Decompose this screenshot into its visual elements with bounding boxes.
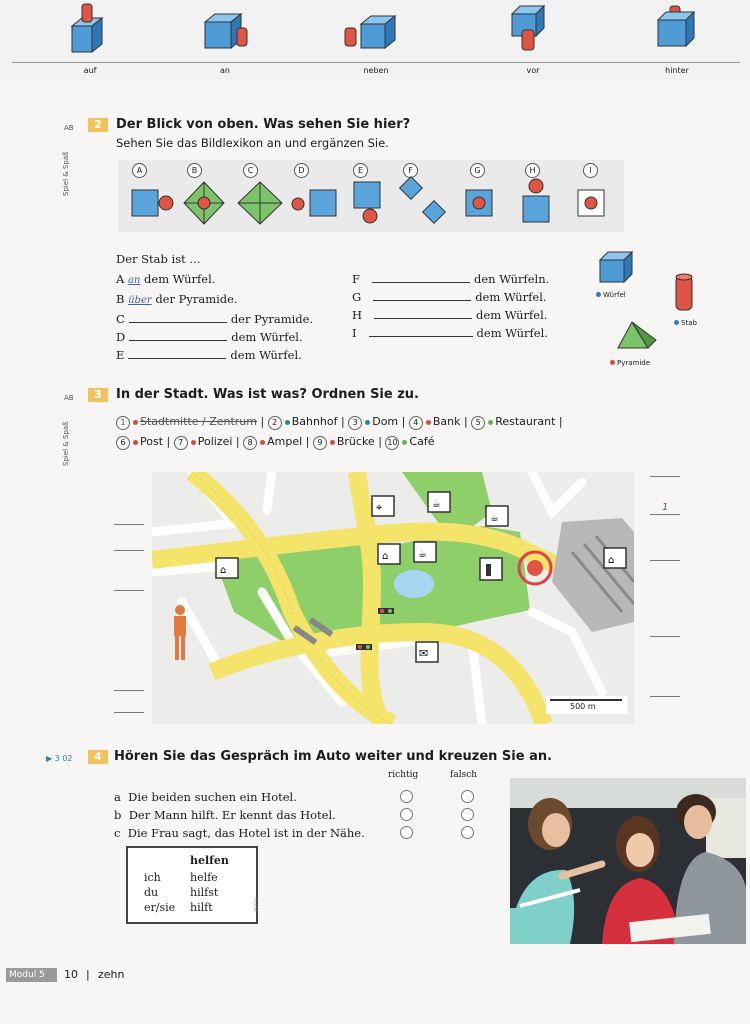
word-bank-line2: 6 Post | 7 Polizei | 8 Ampel | 9 Brücke | 10 Café <box>116 432 563 452</box>
word-text: Stadtmitte / Zentrum <box>140 415 257 428</box>
illustration-neben <box>345 16 395 48</box>
word-number: 6 <box>116 436 130 450</box>
dom-icon <box>480 558 502 580</box>
item-letter: H <box>352 308 363 322</box>
ex2-subtitle: Sehen Sie das Bildlexikon an und ergänzen Sie. <box>116 136 389 150</box>
ex2-number: 2 <box>88 118 108 132</box>
radio-b-falsch[interactable] <box>461 808 474 821</box>
pronoun: du <box>144 886 159 899</box>
item-text: dem Würfel. <box>230 348 302 362</box>
legend-cube-label: Würfel <box>603 291 626 299</box>
statements <box>114 788 365 842</box>
station-icon <box>604 548 626 568</box>
blank-d[interactable] <box>129 330 227 341</box>
answer-line[interactable] <box>114 590 144 591</box>
word-text: Ampel <box>267 435 303 448</box>
city-map <box>152 472 634 724</box>
legend-objects <box>596 250 700 350</box>
topview-shapes <box>118 176 624 232</box>
info-pronouns <box>144 870 175 915</box>
word-number: 10 <box>385 436 399 450</box>
word-text: Dom <box>372 415 399 428</box>
word-text: Bahnhof <box>291 415 338 428</box>
radio-a-richtig[interactable] <box>400 790 413 803</box>
word-number: 3 <box>348 416 362 430</box>
page-number: 10 <box>64 968 78 981</box>
radio-a-falsch[interactable] <box>461 790 474 803</box>
answer-a: an <box>127 275 141 286</box>
item-e <box>116 346 313 364</box>
ex2-side-tab: Spiel & Spaß <box>62 151 70 196</box>
ex2-right-items <box>352 270 549 342</box>
statement-text: Die Frau sagt, das Hotel ist in der Nähe. <box>127 826 365 840</box>
word-number: 8 <box>243 436 257 450</box>
word-4 <box>409 415 461 428</box>
radio-c-falsch[interactable] <box>461 826 474 839</box>
answer-line[interactable] <box>650 476 680 477</box>
item-c <box>116 310 313 328</box>
word-text: Brücke <box>336 435 375 448</box>
pic-letter-g: G <box>470 163 485 178</box>
item-text: der Pyramide. <box>155 292 238 306</box>
post-icon <box>416 642 438 662</box>
statement-b <box>114 806 365 824</box>
cafe-icon-2 <box>486 506 508 526</box>
cafe-icon-1 <box>428 492 450 512</box>
word-8 <box>243 435 302 448</box>
item-letter: C <box>116 312 125 326</box>
cafe-icon-3 <box>414 542 436 562</box>
pyramid-icon <box>618 322 656 348</box>
item-letter: D <box>116 330 126 344</box>
blank-h[interactable] <box>374 308 472 319</box>
audio-track[interactable]: ▶ 3 02 <box>46 754 73 763</box>
traffic-light-icon <box>378 608 394 614</box>
svg-text:☕: ☕ <box>432 499 441 510</box>
answer-line-filled[interactable] <box>650 514 680 515</box>
statement-text: Der Mann hilft. Er kennt das Hotel. <box>128 808 336 822</box>
word-text: Post <box>140 435 164 448</box>
pronoun: er/sie <box>144 901 176 914</box>
illustration-vor <box>512 6 544 50</box>
ex3-number: 3 <box>88 388 108 402</box>
col-richtig: richtig <box>388 770 419 780</box>
item-text: dem Würfel. <box>231 330 303 344</box>
word-6 <box>116 435 163 448</box>
word-number: 2 <box>268 416 282 430</box>
audio-track-label: 3 02 <box>54 754 73 763</box>
svg-text:✉: ✉ <box>419 647 429 660</box>
word-bank <box>116 412 563 452</box>
svg-text:☕: ☕ <box>418 549 427 560</box>
ex3-ab-tag: AB <box>64 394 74 402</box>
svg-text:⌂: ⌂ <box>382 551 389 562</box>
word-7 <box>174 435 233 448</box>
module-tag: Modul 5 <box>6 968 57 982</box>
word-5 <box>471 415 555 428</box>
word-number: 5 <box>471 416 485 430</box>
label-vor: vor <box>526 66 540 75</box>
pic-letter-h: H <box>525 163 540 178</box>
word-text: Bank <box>432 415 461 428</box>
answer-line[interactable] <box>650 636 680 637</box>
pic-letter-e: E <box>353 163 368 178</box>
illustration-auf <box>72 4 102 52</box>
item-text: dem Würfel. <box>476 326 548 340</box>
answer-line[interactable] <box>114 550 144 551</box>
blank-c[interactable] <box>129 312 227 323</box>
verb-form: helfe <box>190 871 218 884</box>
label-an: an <box>220 66 230 75</box>
word-text: Café <box>409 435 435 448</box>
item-a <box>116 270 313 290</box>
police-icon <box>216 558 238 578</box>
statement-letter: b <box>114 808 122 822</box>
bank-icon <box>378 544 400 564</box>
blank-i[interactable] <box>369 326 473 337</box>
blank-g[interactable] <box>373 290 471 301</box>
word-bank-line1: 1 Stadtmitte / Zentrum | 2 Bahnhof | 3 Dom | 4 Bank | 5 Restaurant | <box>116 412 563 432</box>
pic-letter-f: F <box>403 163 418 178</box>
page-word: zehn <box>98 968 125 981</box>
statement-letter: c <box>114 826 121 840</box>
statement-letter: a <box>114 790 121 804</box>
col-falsch: falsch <box>450 770 478 780</box>
word-3 <box>348 415 398 428</box>
svg-text:⌖: ⌖ <box>376 501 383 514</box>
label-neben: neben <box>363 66 389 75</box>
page-separator: | <box>86 968 90 981</box>
item-letter: G <box>352 290 362 304</box>
answer-line[interactable] <box>114 690 144 691</box>
verb-form: hilft <box>190 901 213 914</box>
item-letter: A <box>116 272 125 286</box>
preposition-illustrations <box>0 0 750 64</box>
ex2-intro: Der Stab ist ... <box>116 252 201 266</box>
blank-f[interactable] <box>372 272 470 283</box>
answer-b: über <box>128 295 152 306</box>
label-auf: auf <box>83 66 97 75</box>
word-2 <box>268 415 338 428</box>
cube-icon <box>600 252 632 282</box>
item-h <box>352 306 549 324</box>
info-forms <box>190 870 218 915</box>
answer-line[interactable] <box>650 560 680 561</box>
svg-text:☕: ☕ <box>490 513 499 524</box>
info-verb: helfen <box>190 854 229 867</box>
blank-e[interactable] <box>128 348 226 359</box>
word-10 <box>385 435 434 448</box>
pic-letter-i: I <box>583 163 598 178</box>
grammar-info-box <box>126 846 258 924</box>
legend-pyramid <box>610 359 650 367</box>
svg-text:⌂: ⌂ <box>608 555 615 566</box>
item-letter: I <box>352 326 357 340</box>
legend-pyramid-label: Pyramide <box>617 359 651 367</box>
radio-c-richtig[interactable] <box>400 826 413 839</box>
illustration-an <box>205 14 247 48</box>
item-text: der Pyramide. <box>230 312 314 326</box>
ex4-number: 4 <box>88 750 108 764</box>
item-letter: F <box>352 272 360 286</box>
item-i <box>352 324 549 342</box>
ex2-ab-tag: AB <box>64 124 74 132</box>
legend-stick <box>674 319 697 327</box>
word-number: 4 <box>409 416 423 430</box>
traffic-light-icon <box>356 644 372 650</box>
item-text: dem Würfel. <box>476 308 548 322</box>
pic-letter-a: A <box>132 163 147 178</box>
svg-text:⌂: ⌂ <box>220 565 227 576</box>
pic-letter-d: D <box>294 163 309 178</box>
pic-letter-c: C <box>243 163 258 178</box>
pronoun: ich <box>144 871 161 884</box>
item-text: dem Würfel. <box>475 290 547 304</box>
statement-text: Die beiden suchen ein Hotel. <box>128 790 297 804</box>
item-text: den Würfeln. <box>473 272 550 286</box>
item-b <box>116 290 313 310</box>
item-letter: B <box>116 292 125 306</box>
item-text: dem Würfel. <box>144 272 216 286</box>
restaurant-icon <box>372 496 394 516</box>
answer-line[interactable] <box>114 524 144 525</box>
radio-b-richtig[interactable] <box>400 808 413 821</box>
statement-a <box>114 788 365 806</box>
word-number: 1 <box>116 416 130 430</box>
ex2-title: Der Blick von oben. Was sehen Sie hier? <box>116 117 411 132</box>
illustration-hinter <box>658 6 694 46</box>
word-text: Restaurant <box>495 415 556 428</box>
word-number: 9 <box>313 436 327 450</box>
statement-c <box>114 824 365 842</box>
word-1 <box>116 415 257 428</box>
legend-cube <box>596 291 626 299</box>
strip-divider <box>12 62 740 63</box>
ex3-title: In der Stadt. Was ist was? Ordnen Sie zu. <box>116 387 419 402</box>
verb-form: hilfst <box>190 886 219 899</box>
word-text: Polizei <box>197 435 233 448</box>
map-answer-1: 1 <box>662 502 669 513</box>
word-number: 7 <box>174 436 188 450</box>
map-scale: 500 m <box>570 702 596 711</box>
ex3-side-tab: Spiel & Spaß <box>62 421 70 466</box>
pic-letter-b: B <box>187 163 202 178</box>
label-hinter: hinter <box>665 66 689 75</box>
item-g <box>352 288 549 306</box>
ex2-left-items <box>116 270 313 364</box>
ex4-title: Hören Sie das Gespräch im Auto weiter und kreuzen Sie an. <box>114 749 553 764</box>
legend-stick-label: Stab <box>681 319 697 327</box>
stick-icon <box>676 274 692 310</box>
item-f <box>352 270 549 288</box>
item-d <box>116 328 313 346</box>
item-letter: E <box>116 348 125 362</box>
answer-line[interactable] <box>650 696 680 697</box>
answer-line[interactable] <box>114 712 144 713</box>
word-9 <box>313 435 375 448</box>
info-tag: INFO <box>254 898 260 912</box>
car-photo <box>510 778 746 944</box>
